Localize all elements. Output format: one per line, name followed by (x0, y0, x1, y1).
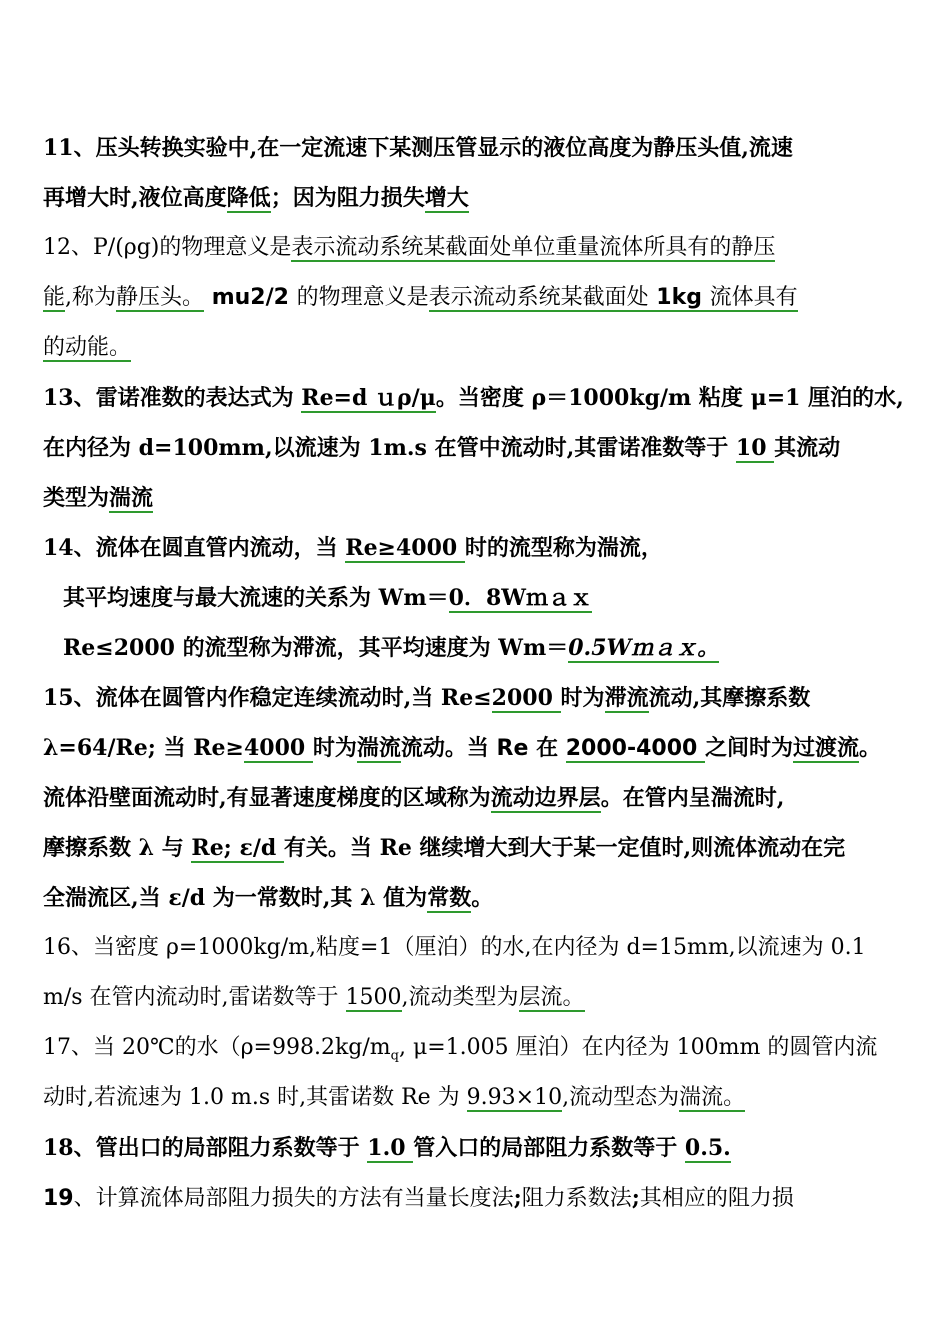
q16-text: m/s 在管内流动时,雷诺数等于 (43, 985, 346, 1010)
q19-text: 阻力系数法 (521, 1186, 632, 1211)
q15-line-2 (43, 733, 881, 764)
q12-answer-1: 表示流动系统某截面处单位重量流体所具有的静压 (291, 235, 776, 260)
q12-line-3 (43, 333, 131, 363)
q17-line-1 (43, 1033, 877, 1071)
q18-text: 18、管出口的局部阻力系数等于 (43, 1135, 368, 1161)
q13-line-1 (43, 383, 904, 413)
q13-text: 13、雷诺准数的表达式为 (43, 385, 302, 411)
q19-text: ; (631, 1185, 640, 1211)
q15-text: 。 (859, 735, 882, 761)
q16-answer-1: 1500 (345, 985, 402, 1010)
q13-text: 类型为 (43, 485, 110, 511)
q13-answer-2: 10 (735, 435, 775, 461)
q15-text: 流体沿壁面流动时,有显著速度梯度的区域称为 (43, 785, 491, 811)
q15-text: 在 (528, 735, 566, 761)
q16-line-1 (43, 933, 866, 963)
q19-text: 、计算流体局部阻力损失的方法有当量长度法 (73, 1186, 514, 1211)
q15-answer-6: 过渡流 (793, 735, 860, 761)
q15-text: 。 (471, 885, 494, 911)
q15-answer-5: 2000-4000 (565, 736, 706, 761)
q14-answer-1: Re≥4000 (345, 535, 465, 561)
q12-answer-3-cont: 流体具有 (709, 285, 798, 310)
q12-formula: mu2/2 (204, 285, 297, 310)
q15-answer-4: 湍流 (356, 735, 401, 761)
q15-text: 15、流体在圆管内作稳定连续流动时,当 Re≤ (43, 685, 492, 711)
q19-text: 其相应的阻力损 (639, 1186, 794, 1211)
q12-text: 的物理意义是 (296, 285, 429, 310)
q15-text: 摩擦系数 λ 与 (43, 835, 192, 861)
q18-line-1 (43, 1133, 731, 1163)
q12-answer-3-end: 的动能。 (43, 335, 132, 360)
q15-line-5 (43, 883, 493, 913)
q13-text: 。当密度 ρ＝1000kg/m 粘度 μ=1 厘泊的水, (435, 385, 904, 411)
q15-answer-3: 4000 (243, 735, 313, 761)
q15-text: 时为 (560, 685, 605, 711)
q17-text: , μ=1.005 厘泊）在内径为 100mm 的圆管内流 (398, 1035, 878, 1060)
q12-answer-3-unit: 1kg (648, 285, 710, 310)
q18-answer-1: 1.0 (367, 1135, 414, 1161)
q11-answer-1: 降低 (226, 185, 271, 211)
q17-text: 17、当 20℃的水（ρ=998.2kg/m (43, 1035, 391, 1060)
q16-text: 16、当密度 ρ=1000kg/m,粘度=1（厘泊）的水,在内径为 d=15mm,以流速为 0.1 (43, 935, 866, 960)
q11-text: 再增大时,液位高度 (43, 185, 227, 211)
q12-answer-3: 表示流动系统某截面处 (428, 285, 649, 310)
q19-number: 19 (43, 1186, 74, 1211)
q13-line-2 (43, 433, 840, 463)
q15-text: 时为 (312, 735, 357, 761)
q15-text-re: Re (496, 736, 529, 761)
q18-answer-2: 0.5. (684, 1135, 731, 1161)
q17-subscript: q (390, 1048, 399, 1064)
q12-text: ,称为 (65, 285, 117, 310)
q19-text: ; (513, 1185, 522, 1211)
q15-text: 之间时为 (705, 735, 794, 761)
q12-answer-1-cont: 能 (43, 285, 66, 310)
q15-answer-2: 滞流 (604, 685, 649, 711)
q13-line-3 (43, 483, 153, 513)
q12-line-2 (43, 283, 798, 313)
q15-answer-9: 常数 (427, 885, 472, 911)
q17-answer-2: 湍流。 (679, 1085, 746, 1110)
q12-line-1 (43, 233, 775, 263)
q15-text: 有关。当 Re 继续增大到大于某一定值时,则流体流动在完 (283, 835, 846, 861)
q12-answer-2: 静压头。 (116, 285, 205, 310)
q15-answer-7: 流动边界层 (490, 785, 601, 811)
q15-answer-8: Re; ε/d (191, 835, 284, 861)
q15-text: 全湍流区,当 ε/d 为一常数时,其 λ 值为 (43, 885, 428, 911)
q16-line-2 (43, 983, 585, 1013)
q16-answer-2: 层流。 (518, 985, 585, 1010)
q14-text: 14、流体在圆直管内流动，当 (43, 535, 346, 561)
q17-line-2 (43, 1083, 745, 1113)
q17-text: 动时,若流速为 1.0 m.s 时,其雷诺数 Re 为 (43, 1085, 467, 1110)
q15-text: 流动,其摩擦系数 (648, 685, 811, 711)
q14-line-2 (63, 583, 592, 613)
q13-text: 其流动 (774, 435, 841, 461)
q13-answer-1: Re=d ｕρ/μ (301, 385, 436, 411)
q11-line-1 (43, 133, 793, 163)
q11-line-2 (43, 183, 469, 213)
q12-text: 12、P/(ρg)的物理意义是 (43, 235, 292, 260)
q19-line-1 (43, 1183, 794, 1214)
q13-answer-3: 湍流 (109, 485, 154, 511)
q15-text: 。在管内呈湍流时, (600, 785, 785, 811)
q14-text: 时的流型称为湍流， (464, 535, 663, 561)
q15-text: λ=64/Re; 当 Re≥ (43, 735, 244, 761)
q14-text: Re≤2000 的流型称为滞流，其平均速度为 Wm＝ (63, 635, 569, 661)
q14-line-3 (63, 633, 719, 663)
q14-line-1 (43, 533, 663, 563)
q15-line-1 (43, 683, 810, 713)
q17-text: ,流动型态为 (562, 1085, 680, 1110)
q15-answer-1: 2000 (491, 685, 561, 711)
q14-answer-3: 0.5Wｍａｘ。 (568, 635, 720, 661)
q11-text: 11、压头转换实验中,在一定流速下某测压管显示的液位高度为静压头值,流速 (43, 135, 793, 161)
q11-answer-2: 增大 (424, 185, 469, 211)
q18-text: 管入口的局部阻力系数等于 (413, 1135, 685, 1161)
q13-text: 在内径为 d=100mm,以流速为 1m.s 在管中流动时,其雷诺准数等于 (43, 435, 736, 461)
q16-text: ,流动类型为 (401, 985, 519, 1010)
q14-answer-2: 0．8Wｍａｘ (448, 585, 592, 611)
q15-line-3 (43, 783, 784, 813)
q15-line-4 (43, 833, 845, 863)
q14-text: 其平均速度与最大流速的关系为 Wm＝ (63, 585, 449, 611)
q17-answer-1: 9.93×10 (466, 1085, 563, 1110)
q15-text: 流动。当 (400, 735, 497, 761)
q11-text: ；因为阻力损失 (270, 185, 425, 211)
